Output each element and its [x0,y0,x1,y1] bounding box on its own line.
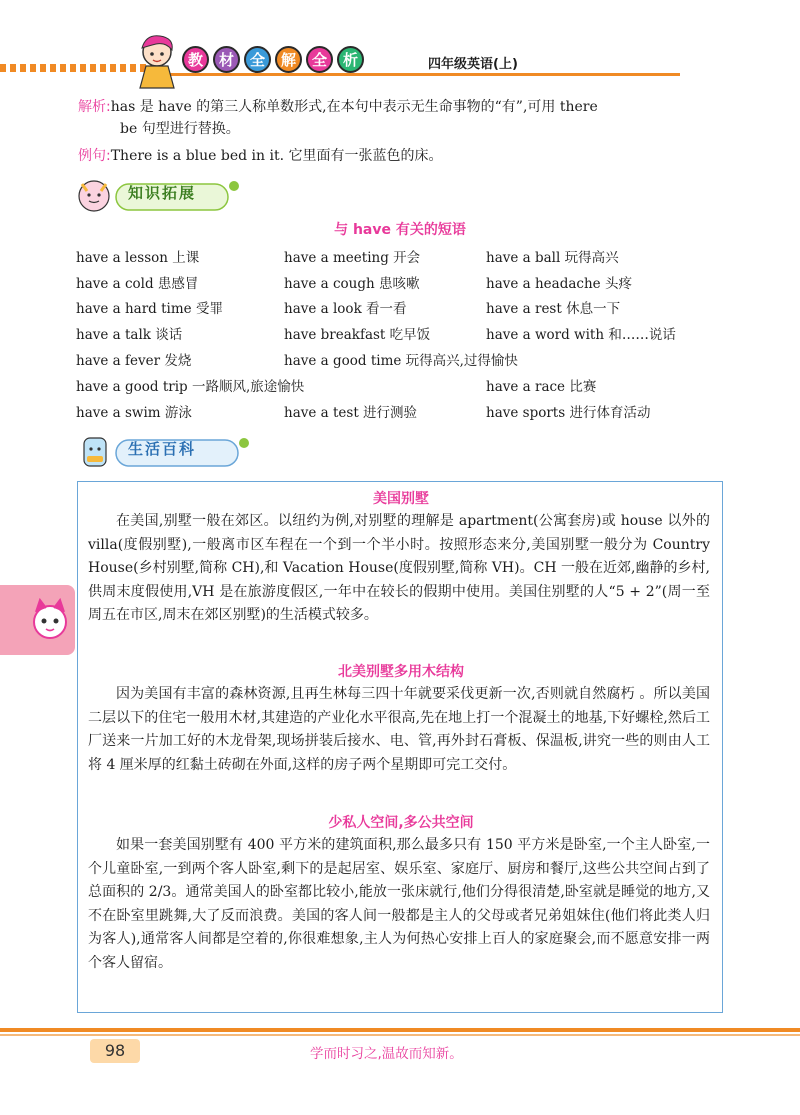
book-title-char: 材 [213,46,240,73]
footer-rule [0,1028,800,1032]
box-title-wood: 北美别墅多用木结构 [338,664,464,680]
book-title-char: 析 [337,46,364,73]
phrase: have a headache 头疼 [486,275,632,292]
phrase: have a race 比赛 [486,378,597,395]
life-section-title: 生活百科 [128,440,197,458]
phrase: have a swim 游泳 [76,404,192,421]
box-paragraph-1: 在美国,别墅一般在郊区。以纽约为例,对别墅的理解是 apartment(公寓套房)或 house 以外的 villa(度假别墅),一般离市区车程在一个到一个半小时。按照形态来分,美国别墅一般分为 Country House(乡村别墅,简称 CH),和 Vacation House(度假别墅,简称 VH)。CH 一般在近郊,幽静的乡村,供周末度假使用,VH 是在旅游度假区,一年中在较长的假期中使用。美国住别墅的人“5 + 2”(周一至周五在市区,周末在郊区别墅)的生活模式较多。 [88,513,710,624]
box-title-villa: 美国别墅 [373,491,429,507]
box-title-space: 少私人空间,多公共空间 [328,815,474,831]
analysis-tag: 解析: [78,99,111,115]
phrase: have a rest 休息一下 [486,301,621,318]
footer-slogan: 学而时习之,温故而知新。 [310,1046,463,1062]
phrase: have sports 进行体育活动 [486,404,651,421]
phrases-row [76,295,736,321]
phrase: have a good time 玩得高兴,过得愉快 [284,353,518,370]
grade-label: 四年级英语(上) [428,57,518,72]
phrases-table [76,243,736,424]
book-title-char: 全 [306,46,333,73]
phrase: have a good trip 一路顺风,旅途愉快 [76,378,305,395]
book-title-char: 全 [244,46,271,73]
phrases-row [76,346,736,372]
phrases-row [76,372,736,398]
phrase: have a talk 谈话 [76,327,183,344]
phrase: have a lesson 上课 [76,249,200,266]
analysis-block [78,96,728,140]
phrase: have a cough 患咳嗽 [284,275,420,292]
phrases-title: 与 have 有关的短语 [334,222,466,238]
phrase: have a ball 玩得高兴 [486,249,619,266]
encyclopedia-box [77,481,723,1013]
phrases-row [76,243,736,269]
footer-rule-thin [0,1034,800,1036]
book-title-char: 解 [275,46,302,73]
example-block [78,145,728,167]
phrases-row [76,320,736,346]
analysis-text-line2: be 句型进行替换。 [120,121,240,137]
knowledge-section-title: 知识拓展 [128,184,197,202]
phrase: have a word with 和……说话 [486,327,676,344]
girl-mascot-icon [130,30,184,90]
box-paragraph-3: 如果一套美国别墅有 400 平方米的建筑面积,那么最多只有 150 平方米是卧室,一个主人卧室,一个儿童卧室,一到两个客人卧室,剩下的是起居室、娱乐室、家庭厅、厨房和餐厅,这些公共空间占到了总面积的 2/3。通常美国人的卧室都比较小,能放一张床就行,他们分得很清楚,卧室就是睡觉的地方,又不在卧室里跳舞,大了反而浪费。美国的客人间一般都是主人的父母或者兄弟姐妹住(他们将此类人归为客人),通常客人间都是空着的,你很难想象,主人为何热心安排上百人的家庭聚会,而不愿意安排一两个客人留宿。 [88,837,710,971]
cat-mascot-icon [28,598,72,642]
book-title [182,46,364,73]
example-tag: 例句: [78,148,111,164]
book-title-char: 教 [182,46,209,73]
phrase: have a hard time 受罪 [76,301,223,318]
phrase: have a look 看一看 [284,301,407,318]
phrases-row [76,269,736,295]
phrase: have a meeting 开会 [284,249,421,266]
phrase: have breakfast 吃早饭 [284,327,431,344]
phrases-row [76,398,736,424]
analysis-text-line1: has 是 have 的第三人称单数形式,在本句中表示无生命事物的“有”,可用 there [110,99,598,115]
page-header [0,0,800,95]
page-number: 98 [90,1039,140,1063]
box-paragraph-2: 因为美国有丰富的森林资源,且再生林每三四十年就要采伐更新一次,否则就自然腐朽 。所以美国二层以下的住宅一般用木材,其建造的产业化水平很高,先在地上打一个混凝土的地基,下好螺栓,然后工厂送来一片加工好的木龙骨架,现场拼装后接水、电、管,再外封石膏板、保温板,讲究一些的则由人工将 4 厘米厚的红黏土砖砌在外面,这样的房子两个星期即可完工交付。 [88,686,710,773]
phrase: have a fever 发烧 [76,353,192,370]
life-section-header [76,432,256,472]
phrase: have a cold 患感冒 [76,275,199,292]
side-tab [0,585,75,655]
phrase: have a test 进行测验 [284,404,418,421]
header-rule [150,73,680,76]
knowledge-section-header [76,176,246,216]
example-text: There is a blue bed in it. 它里面有一张蓝色的床。 [110,148,443,164]
